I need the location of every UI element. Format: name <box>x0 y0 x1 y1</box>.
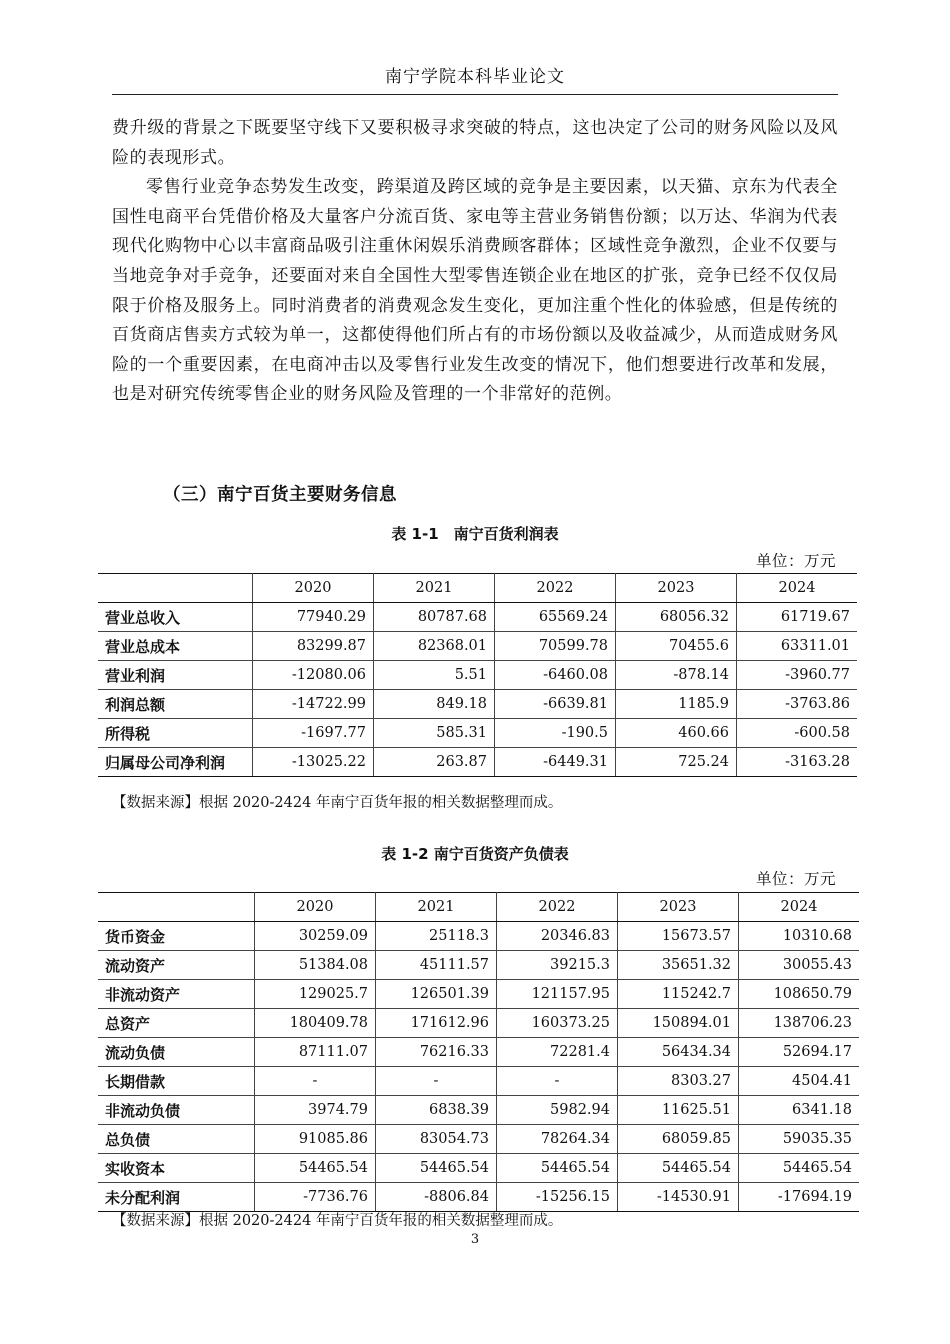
value-cell: -3960.77 <box>737 661 858 690</box>
value-cell: 8303.27 <box>618 1067 739 1096</box>
table-row <box>98 1154 859 1183</box>
row-label: 流动资产 <box>98 951 255 980</box>
value-cell: 68056.32 <box>616 603 737 632</box>
paragraph-competition: 零售行业竞争态势发生改变，跨渠道及跨区域的竞争是主要因素，以天猫、京东为代表全国性电商平台凭借价格及大量客户分流百货、家电等主营业务销售份额；以万达、华润为代表现代化购物中心以丰富商品吸引注重休闲娱乐消费顾客群体；区域性竞争激烈，企业不仅要与当地竞争对手竞争，还要面对来自全国性大型零售连锁企业在地区的扩张，竞争已经不仅仅局限于价格及服务上。同时消费者的消费观念发生变化，更加注重个性化的体验感，但是传统的百货商店售卖方式较为单一，这都使得他们所占有的市场份额以及收益减少，从而造成财务风险的一个重要因素，在电商冲击以及零售行业发生改变的情况下，他们想要进行改革和发展，也是对研究传统零售企业的财务风险及管理的一个非常好的范例。 <box>112 177 838 405</box>
paragraph-continuation: 费升级的背景之下既要坚守线下又要积极寻求突破的特点，这也决定了公司的财务风险以及风险的表现形式。 <box>112 118 838 168</box>
row-label: 总负债 <box>98 1125 255 1154</box>
table-row <box>98 661 857 690</box>
row-label: 营业总成本 <box>98 632 253 661</box>
table-header-row <box>98 893 859 922</box>
table-row <box>98 922 859 951</box>
table-row <box>98 1125 859 1154</box>
table-row <box>98 951 859 980</box>
value-cell: 91085.86 <box>255 1125 376 1154</box>
table-year-header: 2022 <box>495 574 616 603</box>
value-cell: 6341.18 <box>739 1096 860 1125</box>
table-year-header: 2023 <box>618 893 739 922</box>
value-cell: 171612.96 <box>376 1009 497 1038</box>
table-year-header: 2020 <box>255 893 376 922</box>
table-year-header: 2024 <box>739 893 860 922</box>
value-cell: 78264.34 <box>497 1125 618 1154</box>
value-cell: 3974.79 <box>255 1096 376 1125</box>
table-year-header: 2023 <box>616 574 737 603</box>
table2-source: 【数据来源】根据 2020-2424 年南宁百货年报的相关数据整理而成。 <box>112 1213 563 1229</box>
row-label: 未分配利润 <box>98 1183 255 1212</box>
value-cell: 25118.3 <box>376 922 497 951</box>
value-cell: -12080.06 <box>253 661 374 690</box>
row-label: 营业总收入 <box>98 603 253 632</box>
balance-sheet-table <box>98 892 859 1212</box>
value-cell: 54465.54 <box>618 1154 739 1183</box>
value-cell: -6639.81 <box>495 690 616 719</box>
row-label: 实收资本 <box>98 1154 255 1183</box>
value-cell: 129025.7 <box>255 980 376 1009</box>
row-label: 流动负债 <box>98 1038 255 1067</box>
header-rule <box>112 94 838 95</box>
table1-source: 【数据来源】根据 2020-2424 年南宁百货年报的相关数据整理而成。 <box>112 795 563 811</box>
value-cell: - <box>376 1067 497 1096</box>
table-row <box>98 603 857 632</box>
value-cell: 68059.85 <box>618 1125 739 1154</box>
value-cell: -7736.76 <box>255 1183 376 1212</box>
value-cell: 80787.68 <box>374 603 495 632</box>
table-year-header: 2021 <box>374 574 495 603</box>
row-label: 营业利润 <box>98 661 253 690</box>
table-row <box>98 1038 859 1067</box>
row-label: 利润总额 <box>98 690 253 719</box>
value-cell: -6460.08 <box>495 661 616 690</box>
value-cell: -15256.15 <box>497 1183 618 1212</box>
value-cell: 82368.01 <box>374 632 495 661</box>
value-cell: 180409.78 <box>255 1009 376 1038</box>
value-cell: -6449.31 <box>495 748 616 777</box>
value-cell: 20346.83 <box>497 922 618 951</box>
value-cell: 72281.4 <box>497 1038 618 1067</box>
row-label: 非流动负债 <box>98 1096 255 1125</box>
value-cell: 1185.9 <box>616 690 737 719</box>
table-header-row <box>98 574 857 603</box>
value-cell: 15673.57 <box>618 922 739 951</box>
value-cell: 10310.68 <box>739 922 860 951</box>
value-cell: 30259.09 <box>255 922 376 951</box>
value-cell: 460.66 <box>616 719 737 748</box>
value-cell: 76216.33 <box>376 1038 497 1067</box>
value-cell: 121157.95 <box>497 980 618 1009</box>
value-cell: - <box>255 1067 376 1096</box>
value-cell: 83054.73 <box>376 1125 497 1154</box>
table2-title: 表 1-2 南宁百货资产负债表 <box>381 845 569 863</box>
value-cell: 83299.87 <box>253 632 374 661</box>
value-cell: -190.5 <box>495 719 616 748</box>
value-cell: 70455.6 <box>616 632 737 661</box>
table-year-header: 2020 <box>253 574 374 603</box>
value-cell: 61719.67 <box>737 603 858 632</box>
table-corner-cell <box>98 893 255 922</box>
value-cell: 52694.17 <box>739 1038 860 1067</box>
value-cell: -17694.19 <box>739 1183 860 1212</box>
table-row <box>98 632 857 661</box>
value-cell: -3163.28 <box>737 748 858 777</box>
value-cell: -13025.22 <box>253 748 374 777</box>
table-year-header: 2021 <box>376 893 497 922</box>
row-label: 总资产 <box>98 1009 255 1038</box>
value-cell: 725.24 <box>616 748 737 777</box>
row-label: 货币资金 <box>98 922 255 951</box>
value-cell: 35651.32 <box>618 951 739 980</box>
row-label: 归属母公司净利润 <box>98 748 253 777</box>
value-cell: 4504.41 <box>739 1067 860 1096</box>
value-cell: 30055.43 <box>739 951 860 980</box>
table-row <box>98 748 857 777</box>
value-cell: 54465.54 <box>497 1154 618 1183</box>
value-cell: 54465.54 <box>739 1154 860 1183</box>
value-cell: 70599.78 <box>495 632 616 661</box>
value-cell: -8806.84 <box>376 1183 497 1212</box>
table-row <box>98 1096 859 1125</box>
value-cell: 6838.39 <box>376 1096 497 1125</box>
value-cell: 5982.94 <box>497 1096 618 1125</box>
page-header: 南宁学院本科毕业论文 <box>385 67 565 87</box>
value-cell: 51384.08 <box>255 951 376 980</box>
value-cell: 87111.07 <box>255 1038 376 1067</box>
value-cell: -600.58 <box>737 719 858 748</box>
value-cell: 11625.51 <box>618 1096 739 1125</box>
value-cell: 63311.01 <box>737 632 858 661</box>
table-row <box>98 980 859 1009</box>
table-corner-cell <box>98 574 253 603</box>
section-heading: （三）南宁百货主要财务信息 <box>163 485 397 505</box>
table-row <box>98 1009 859 1038</box>
value-cell: -1697.77 <box>253 719 374 748</box>
value-cell: -878.14 <box>616 661 737 690</box>
value-cell: 150894.01 <box>618 1009 739 1038</box>
value-cell: -14530.91 <box>618 1183 739 1212</box>
value-cell: 126501.39 <box>376 980 497 1009</box>
value-cell: 54465.54 <box>376 1154 497 1183</box>
table1-title: 表 1-1 南宁百货利润表 <box>391 525 559 543</box>
value-cell: 849.18 <box>374 690 495 719</box>
value-cell: 59035.35 <box>739 1125 860 1154</box>
value-cell: -3763.86 <box>737 690 858 719</box>
page-number: 3 <box>470 1232 480 1247</box>
table1-unit: 单位：万元 <box>755 552 836 570</box>
table-year-header: 2022 <box>497 893 618 922</box>
value-cell: 160373.25 <box>497 1009 618 1038</box>
body-text <box>112 114 838 410</box>
value-cell: 108650.79 <box>739 980 860 1009</box>
table2-unit: 单位：万元 <box>755 870 836 888</box>
value-cell: 115242.7 <box>618 980 739 1009</box>
value-cell: 5.51 <box>374 661 495 690</box>
value-cell: 56434.34 <box>618 1038 739 1067</box>
table-row <box>98 690 857 719</box>
value-cell: 585.31 <box>374 719 495 748</box>
value-cell: 263.87 <box>374 748 495 777</box>
value-cell: 65569.24 <box>495 603 616 632</box>
table-row <box>98 1067 859 1096</box>
table-row <box>98 1183 859 1212</box>
value-cell: 54465.54 <box>255 1154 376 1183</box>
row-label: 非流动资产 <box>98 980 255 1009</box>
value-cell: -14722.99 <box>253 690 374 719</box>
value-cell: 39215.3 <box>497 951 618 980</box>
row-label: 所得税 <box>98 719 253 748</box>
row-label: 长期借款 <box>98 1067 255 1096</box>
income-statement-table <box>98 573 857 777</box>
value-cell: - <box>497 1067 618 1096</box>
table-row <box>98 719 857 748</box>
table-year-header: 2024 <box>737 574 858 603</box>
value-cell: 77940.29 <box>253 603 374 632</box>
value-cell: 138706.23 <box>739 1009 860 1038</box>
value-cell: 45111.57 <box>376 951 497 980</box>
